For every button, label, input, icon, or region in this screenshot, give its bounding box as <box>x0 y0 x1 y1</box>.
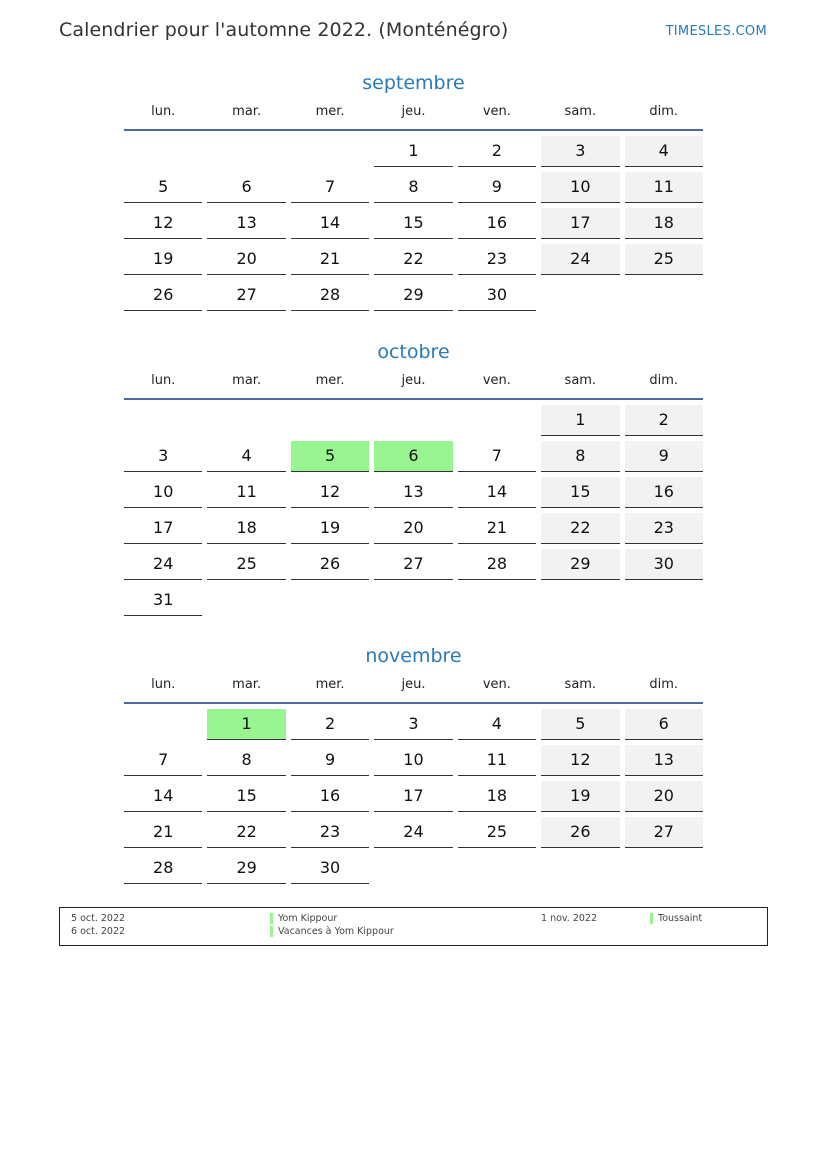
weekday-label: jeu. <box>401 373 426 388</box>
empty-day-cell <box>291 405 369 436</box>
day-cell: 23 <box>458 244 536 275</box>
empty-day-cell <box>458 405 536 436</box>
weekend-day-cell: 30 <box>625 549 703 580</box>
day-cell: 11 <box>458 745 536 776</box>
empty-day-cell <box>625 585 703 616</box>
day-cell: 31 <box>124 585 202 616</box>
empty-day-cell <box>458 585 536 616</box>
day-cell: 28 <box>291 280 369 311</box>
empty-day-cell <box>124 405 202 436</box>
day-cell: 29 <box>374 280 452 311</box>
day-cell: 20 <box>207 244 285 275</box>
weekend-day-cell: 1 <box>541 405 619 436</box>
header-divider <box>124 398 703 400</box>
day-cell: 29 <box>207 853 285 884</box>
empty-day-cell <box>541 280 619 311</box>
weekday-label: mar. <box>232 104 262 119</box>
weekday-label: ven. <box>482 677 511 692</box>
week-row <box>124 208 703 239</box>
day-cell: 26 <box>291 549 369 580</box>
week-row <box>124 853 703 884</box>
empty-day-cell <box>374 405 452 436</box>
weekend-day-cell: 11 <box>625 172 703 203</box>
empty-day-cell <box>291 136 369 167</box>
day-cell: 13 <box>207 208 285 239</box>
empty-day-cell <box>207 136 285 167</box>
empty-day-cell <box>124 709 202 740</box>
weekend-day-cell: 3 <box>541 136 619 167</box>
day-cell: 10 <box>374 745 452 776</box>
week-row <box>124 477 703 508</box>
day-cell: 16 <box>291 781 369 812</box>
holiday-legend <box>59 907 768 946</box>
month-september <box>124 69 703 316</box>
weekday-label: ven. <box>482 104 511 119</box>
weekday-header <box>124 370 703 398</box>
legend-holiday-name: Yom Kippour <box>270 913 337 924</box>
day-cell: 12 <box>124 208 202 239</box>
holiday-day-cell: 6 <box>374 441 452 472</box>
day-cell: 5 <box>124 172 202 203</box>
week-row <box>124 745 703 776</box>
day-cell: 9 <box>458 172 536 203</box>
weekend-day-cell: 9 <box>625 441 703 472</box>
weekday-label: ven. <box>482 373 511 388</box>
day-cell: 24 <box>124 549 202 580</box>
header-divider <box>124 129 703 131</box>
day-cell: 7 <box>291 172 369 203</box>
day-cell: 13 <box>374 477 452 508</box>
week-row <box>124 405 703 436</box>
day-cell: 4 <box>207 441 285 472</box>
weekday-header <box>124 674 703 702</box>
week-row <box>124 513 703 544</box>
empty-day-cell <box>458 853 536 884</box>
empty-day-cell <box>541 853 619 884</box>
empty-day-cell <box>374 853 452 884</box>
day-cell: 19 <box>124 244 202 275</box>
day-cell: 7 <box>124 745 202 776</box>
weekday-label: jeu. <box>401 677 426 692</box>
day-cell: 10 <box>124 477 202 508</box>
weeks-grid <box>124 136 703 311</box>
day-cell: 30 <box>291 853 369 884</box>
day-cell: 8 <box>207 745 285 776</box>
week-row <box>124 817 703 848</box>
weekday-label: lun. <box>151 373 176 388</box>
week-row <box>124 709 703 740</box>
week-row <box>124 136 703 167</box>
day-cell: 28 <box>124 853 202 884</box>
day-cell: 16 <box>458 208 536 239</box>
day-cell: 27 <box>374 549 452 580</box>
day-cell: 8 <box>374 172 452 203</box>
legend-holiday-name: Vacances à Yom Kippour <box>270 926 394 937</box>
week-row <box>124 244 703 275</box>
weekend-day-cell: 15 <box>541 477 619 508</box>
day-cell: 7 <box>458 441 536 472</box>
weeks-grid <box>124 405 703 616</box>
legend-holiday-name: Toussaint <box>650 913 702 924</box>
month-title: octobre <box>377 341 450 363</box>
legend-date: 1 nov. 2022 <box>541 913 597 924</box>
week-row <box>124 781 703 812</box>
day-cell: 24 <box>374 817 452 848</box>
day-cell: 30 <box>458 280 536 311</box>
day-cell: 25 <box>207 549 285 580</box>
day-cell: 21 <box>124 817 202 848</box>
weekday-label: sam. <box>564 104 597 119</box>
weekend-day-cell: 13 <box>625 745 703 776</box>
weekend-day-cell: 27 <box>625 817 703 848</box>
weekday-label: mer. <box>315 104 345 119</box>
month-november <box>124 642 703 889</box>
day-cell: 17 <box>124 513 202 544</box>
weekday-label: mar. <box>232 373 262 388</box>
weekday-label: jeu. <box>401 104 426 119</box>
weeks-grid <box>124 709 703 884</box>
weekend-day-cell: 16 <box>625 477 703 508</box>
day-cell: 23 <box>291 817 369 848</box>
weekend-day-cell: 22 <box>541 513 619 544</box>
day-cell: 21 <box>291 244 369 275</box>
legend-date: 5 oct. 2022 <box>71 913 126 924</box>
day-cell: 12 <box>291 477 369 508</box>
weekday-label: sam. <box>564 373 597 388</box>
day-cell: 26 <box>124 280 202 311</box>
weekday-label: dim. <box>649 373 679 388</box>
header-divider <box>124 702 703 704</box>
week-row <box>124 549 703 580</box>
weekend-day-cell: 18 <box>625 208 703 239</box>
weekend-day-cell: 5 <box>541 709 619 740</box>
day-cell: 14 <box>291 208 369 239</box>
day-cell: 19 <box>291 513 369 544</box>
day-cell: 14 <box>124 781 202 812</box>
day-cell: 21 <box>458 513 536 544</box>
day-cell: 3 <box>374 709 452 740</box>
empty-day-cell <box>124 136 202 167</box>
site-link[interactable]: TIMESLES.COM <box>665 24 767 39</box>
day-cell: 18 <box>458 781 536 812</box>
day-cell: 2 <box>458 136 536 167</box>
weekday-label: dim. <box>649 104 679 119</box>
weekend-day-cell: 29 <box>541 549 619 580</box>
empty-day-cell <box>291 585 369 616</box>
weekend-day-cell: 6 <box>625 709 703 740</box>
weekend-day-cell: 10 <box>541 172 619 203</box>
weekday-label: mer. <box>315 373 345 388</box>
empty-day-cell <box>625 280 703 311</box>
weekday-label: lun. <box>151 677 176 692</box>
day-cell: 22 <box>374 244 452 275</box>
day-cell: 18 <box>207 513 285 544</box>
day-cell: 14 <box>458 477 536 508</box>
weekend-day-cell: 8 <box>541 441 619 472</box>
empty-day-cell <box>207 405 285 436</box>
weekend-day-cell: 12 <box>541 745 619 776</box>
page-title: Calendrier pour l'automne 2022. (Monténégro) <box>59 19 509 41</box>
day-cell: 4 <box>458 709 536 740</box>
weekday-label: mer. <box>315 677 345 692</box>
day-cell: 9 <box>291 745 369 776</box>
holiday-day-cell: 5 <box>291 441 369 472</box>
day-cell: 20 <box>374 513 452 544</box>
holiday-day-cell: 1 <box>207 709 285 740</box>
weekend-day-cell: 25 <box>625 244 703 275</box>
weekend-day-cell: 26 <box>541 817 619 848</box>
day-cell: 11 <box>207 477 285 508</box>
day-cell: 6 <box>207 172 285 203</box>
empty-day-cell <box>374 585 452 616</box>
empty-day-cell <box>207 585 285 616</box>
day-cell: 3 <box>124 441 202 472</box>
weekday-label: sam. <box>564 677 597 692</box>
week-row <box>124 441 703 472</box>
week-row <box>124 585 703 616</box>
weekend-day-cell: 24 <box>541 244 619 275</box>
weekend-day-cell: 2 <box>625 405 703 436</box>
day-cell: 25 <box>458 817 536 848</box>
weekday-label: dim. <box>649 677 679 692</box>
weekday-label: mar. <box>232 677 262 692</box>
week-row <box>124 280 703 311</box>
weekday-header <box>124 101 703 129</box>
day-cell: 17 <box>374 781 452 812</box>
legend-date: 6 oct. 2022 <box>71 926 126 937</box>
day-cell: 1 <box>374 136 452 167</box>
weekend-day-cell: 19 <box>541 781 619 812</box>
day-cell: 15 <box>374 208 452 239</box>
weekend-day-cell: 17 <box>541 208 619 239</box>
weekday-label: lun. <box>151 104 176 119</box>
empty-day-cell <box>541 585 619 616</box>
weekend-day-cell: 20 <box>625 781 703 812</box>
week-row <box>124 172 703 203</box>
month-october <box>124 338 703 621</box>
day-cell: 22 <box>207 817 285 848</box>
day-cell: 2 <box>291 709 369 740</box>
day-cell: 27 <box>207 280 285 311</box>
day-cell: 15 <box>207 781 285 812</box>
month-title: septembre <box>362 72 465 94</box>
month-title: novembre <box>365 645 462 667</box>
weekend-day-cell: 4 <box>625 136 703 167</box>
day-cell: 28 <box>458 549 536 580</box>
weekend-day-cell: 23 <box>625 513 703 544</box>
empty-day-cell <box>625 853 703 884</box>
